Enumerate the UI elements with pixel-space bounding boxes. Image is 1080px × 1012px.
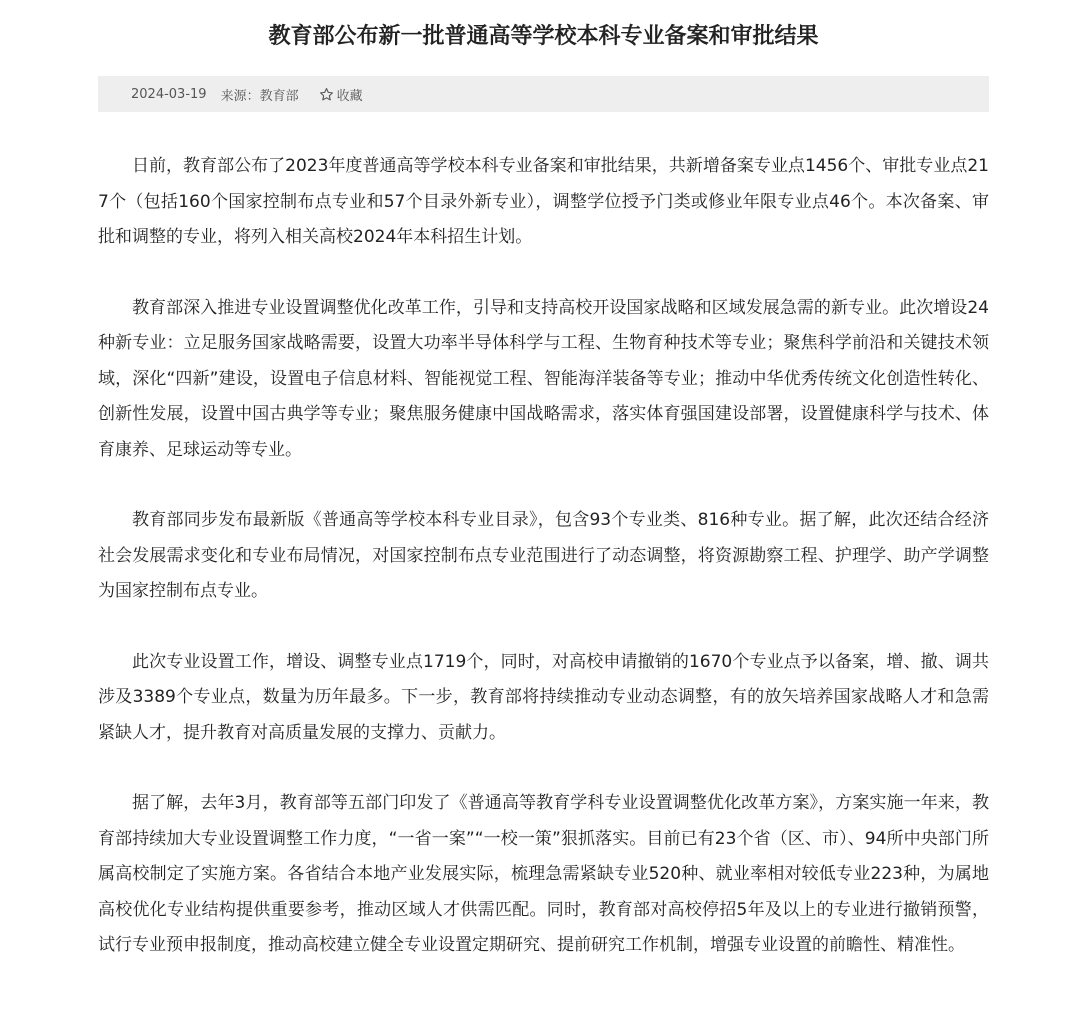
- paragraph: 据了解，去年3月，教育部等五部门印发了《普通高等教育学科专业设置调整优化改革方案》，方案实施一年来，教育部持续加大专业设置调整工作力度，“一省一案”“一校一策”狠抓落实。目前已有23个省（区、市）、94所中央部门所属高校制定了实施方案。各省结合本地产业发展实际，梳理急需紧缺专业520种、就业率相对较低专业223种，为属地高校优化专业结构提供重要参考，推动区域人才供需匹配。同时，教育部对高校停招5年及以上的专业进行撤销预警，试行专业预申报制度，推动高校建立健全专业设置定期研究、提前研究工作机制，增强专业设置的前瞻性、精准性。: [98, 793, 989, 955]
- publish-date: 2024-03-19: [131, 86, 207, 102]
- article: [98, 0, 989, 955]
- source-label: 来源：: [220, 88, 260, 104]
- paragraph: 日前，教育部公布了2023年度普通高等学校本科专业备案和审批结果，共新增备案专业点1456个、审批专业点217个（包括160个国家控制布点专业和57个目录外新专业），调整学位授予门类或修业年限专业点46个。本次备案、审批和调整的专业，将列入相关高校2024年本科招生计划。: [98, 156, 989, 247]
- source-name: 教育部: [259, 88, 299, 104]
- favorite-button[interactable]: [319, 85, 363, 104]
- star-outline-icon: [319, 87, 334, 102]
- paragraph: 教育部深入推进专业设置调整优化改革工作，引导和支持高校开设国家战略和区域发展急需的新专业。此次增设24种新专业：立足服务国家战略需要，设置大功率半导体科学与工程、生物育种技术等专业；聚焦科学前沿和关键技术领域，深化“四新”建设，设置电子信息材料、智能视觉工程、智能海洋装备等专业；推动中华优秀传统文化创造性转化、创新性发展，设置中国古典学等专业；聚焦服务健康中国战略需求，落实体育强国建设部署，设置健康科学与技术、体育康养、足球运动等专业。: [98, 297, 989, 460]
- paragraph: 此次专业设置工作，增设、调整专业点1719个，同时，对高校申请撤销的1670个专业点予以备案，增、撤、调共涉及3389个专业点，数量为历年最多。下一步，教育部将持续推动专业动态调整，有的放矢培养国家战略人才和急需紧缺人才，提升教育对高质量发展的支撑力、贡献力。: [98, 651, 989, 743]
- paragraph: 教育部同步发布最新版《普通高等学校本科专业目录》，包含93个专业类、816种专业。据了解，此次还结合经济社会发展需求变化和专业布局情况，对国家控制布点专业范围进行了动态调整，将资源勘察工程、护理学、助产学调整为国家控制布点专业。: [98, 510, 989, 601]
- article-title: 教育部公布新一批普通高等学校本科专业备案和审批结果: [268, 24, 819, 49]
- article-meta-bar: [98, 76, 989, 112]
- favorite-label: 收藏: [336, 88, 363, 104]
- article-body: [98, 149, 989, 999]
